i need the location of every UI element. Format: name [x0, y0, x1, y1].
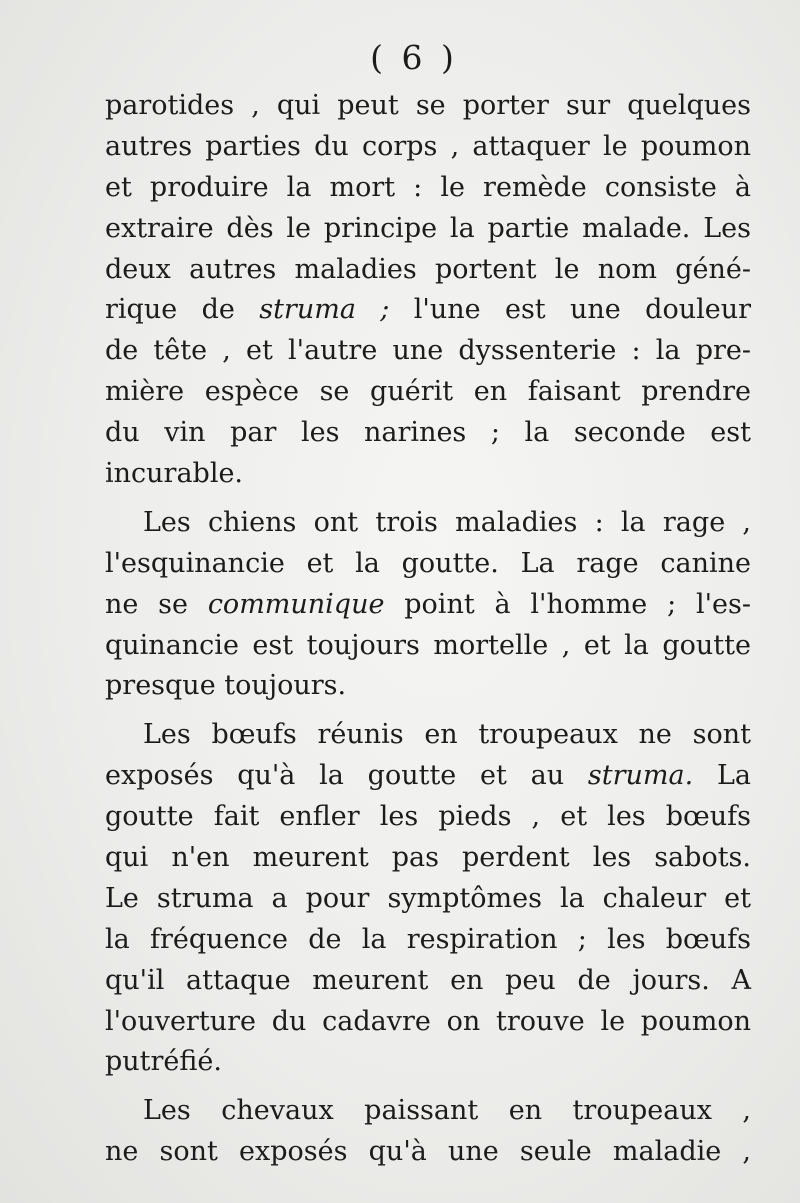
text-line: qui n'en meurent pas perdent les sabots. — [105, 842, 751, 874]
text-line: de tête , et l'autre une dyssenterie : la pre- — [105, 335, 751, 367]
paragraph — [105, 1091, 751, 1173]
text-line: extraire dès le principe la partie malade. Les — [105, 212, 751, 244]
text-line: putréfié. — [105, 1046, 222, 1078]
text-line: du vin par les narines ; la seconde est — [105, 417, 751, 449]
text-line: mière espèce se guérit en faisant prendre — [105, 376, 751, 408]
text-line: Le struma a pour symptômes la chaleur et — [105, 882, 751, 914]
text-line: l'ouverture du cadavre on trouve le poumon — [105, 1005, 751, 1037]
italic-term: struma ; — [259, 294, 390, 326]
text-line: autres parties du corps , attaquer le poumon — [105, 130, 751, 162]
text-line: Les chevaux paissant en troupeaux , — [143, 1095, 751, 1127]
text-line: qu'il attaque meurent en peu de jours. A — [105, 964, 751, 996]
italic-term: struma. — [587, 760, 694, 792]
text-line: l'esquinancie et la goutte. La rage canine — [105, 547, 751, 579]
text-line: Les bœufs réunis en troupeaux ne sont — [143, 719, 751, 751]
text-line: ne sont exposés qu'à une seule maladie , — [105, 1136, 751, 1168]
text-line: quinancie est toujours mortelle , et la goutte — [105, 629, 751, 661]
text-line: goutte fait enfler les pieds , et les bœufs — [105, 801, 751, 833]
paragraph — [105, 715, 751, 1083]
text-line: Les chiens ont trois maladies : la rage , — [143, 506, 751, 538]
paragraph — [105, 86, 751, 495]
text-line: exposés qu'à la goutte et au struma. La — [105, 760, 751, 792]
text-line: rique de struma ; l'une est une douleur — [105, 294, 751, 326]
paragraph — [105, 503, 751, 707]
text-line: presque toujours. — [105, 670, 347, 702]
text-line: ne se communique point à l'homme ; l'es- — [105, 588, 751, 620]
text-line: parotides , qui peut se porter sur quelques — [105, 90, 751, 121]
text-line: deux autres maladies portent le nom géné- — [105, 253, 751, 285]
page-number: ( 6 ) — [370, 38, 458, 77]
italic-term: communique — [207, 588, 385, 620]
body-text — [105, 86, 751, 1173]
text-line: la fréquence de la respiration ; les bœufs — [105, 923, 751, 955]
text-line: incurable. — [105, 458, 244, 490]
text-line: et produire la mort : le remède consiste à — [105, 171, 751, 203]
